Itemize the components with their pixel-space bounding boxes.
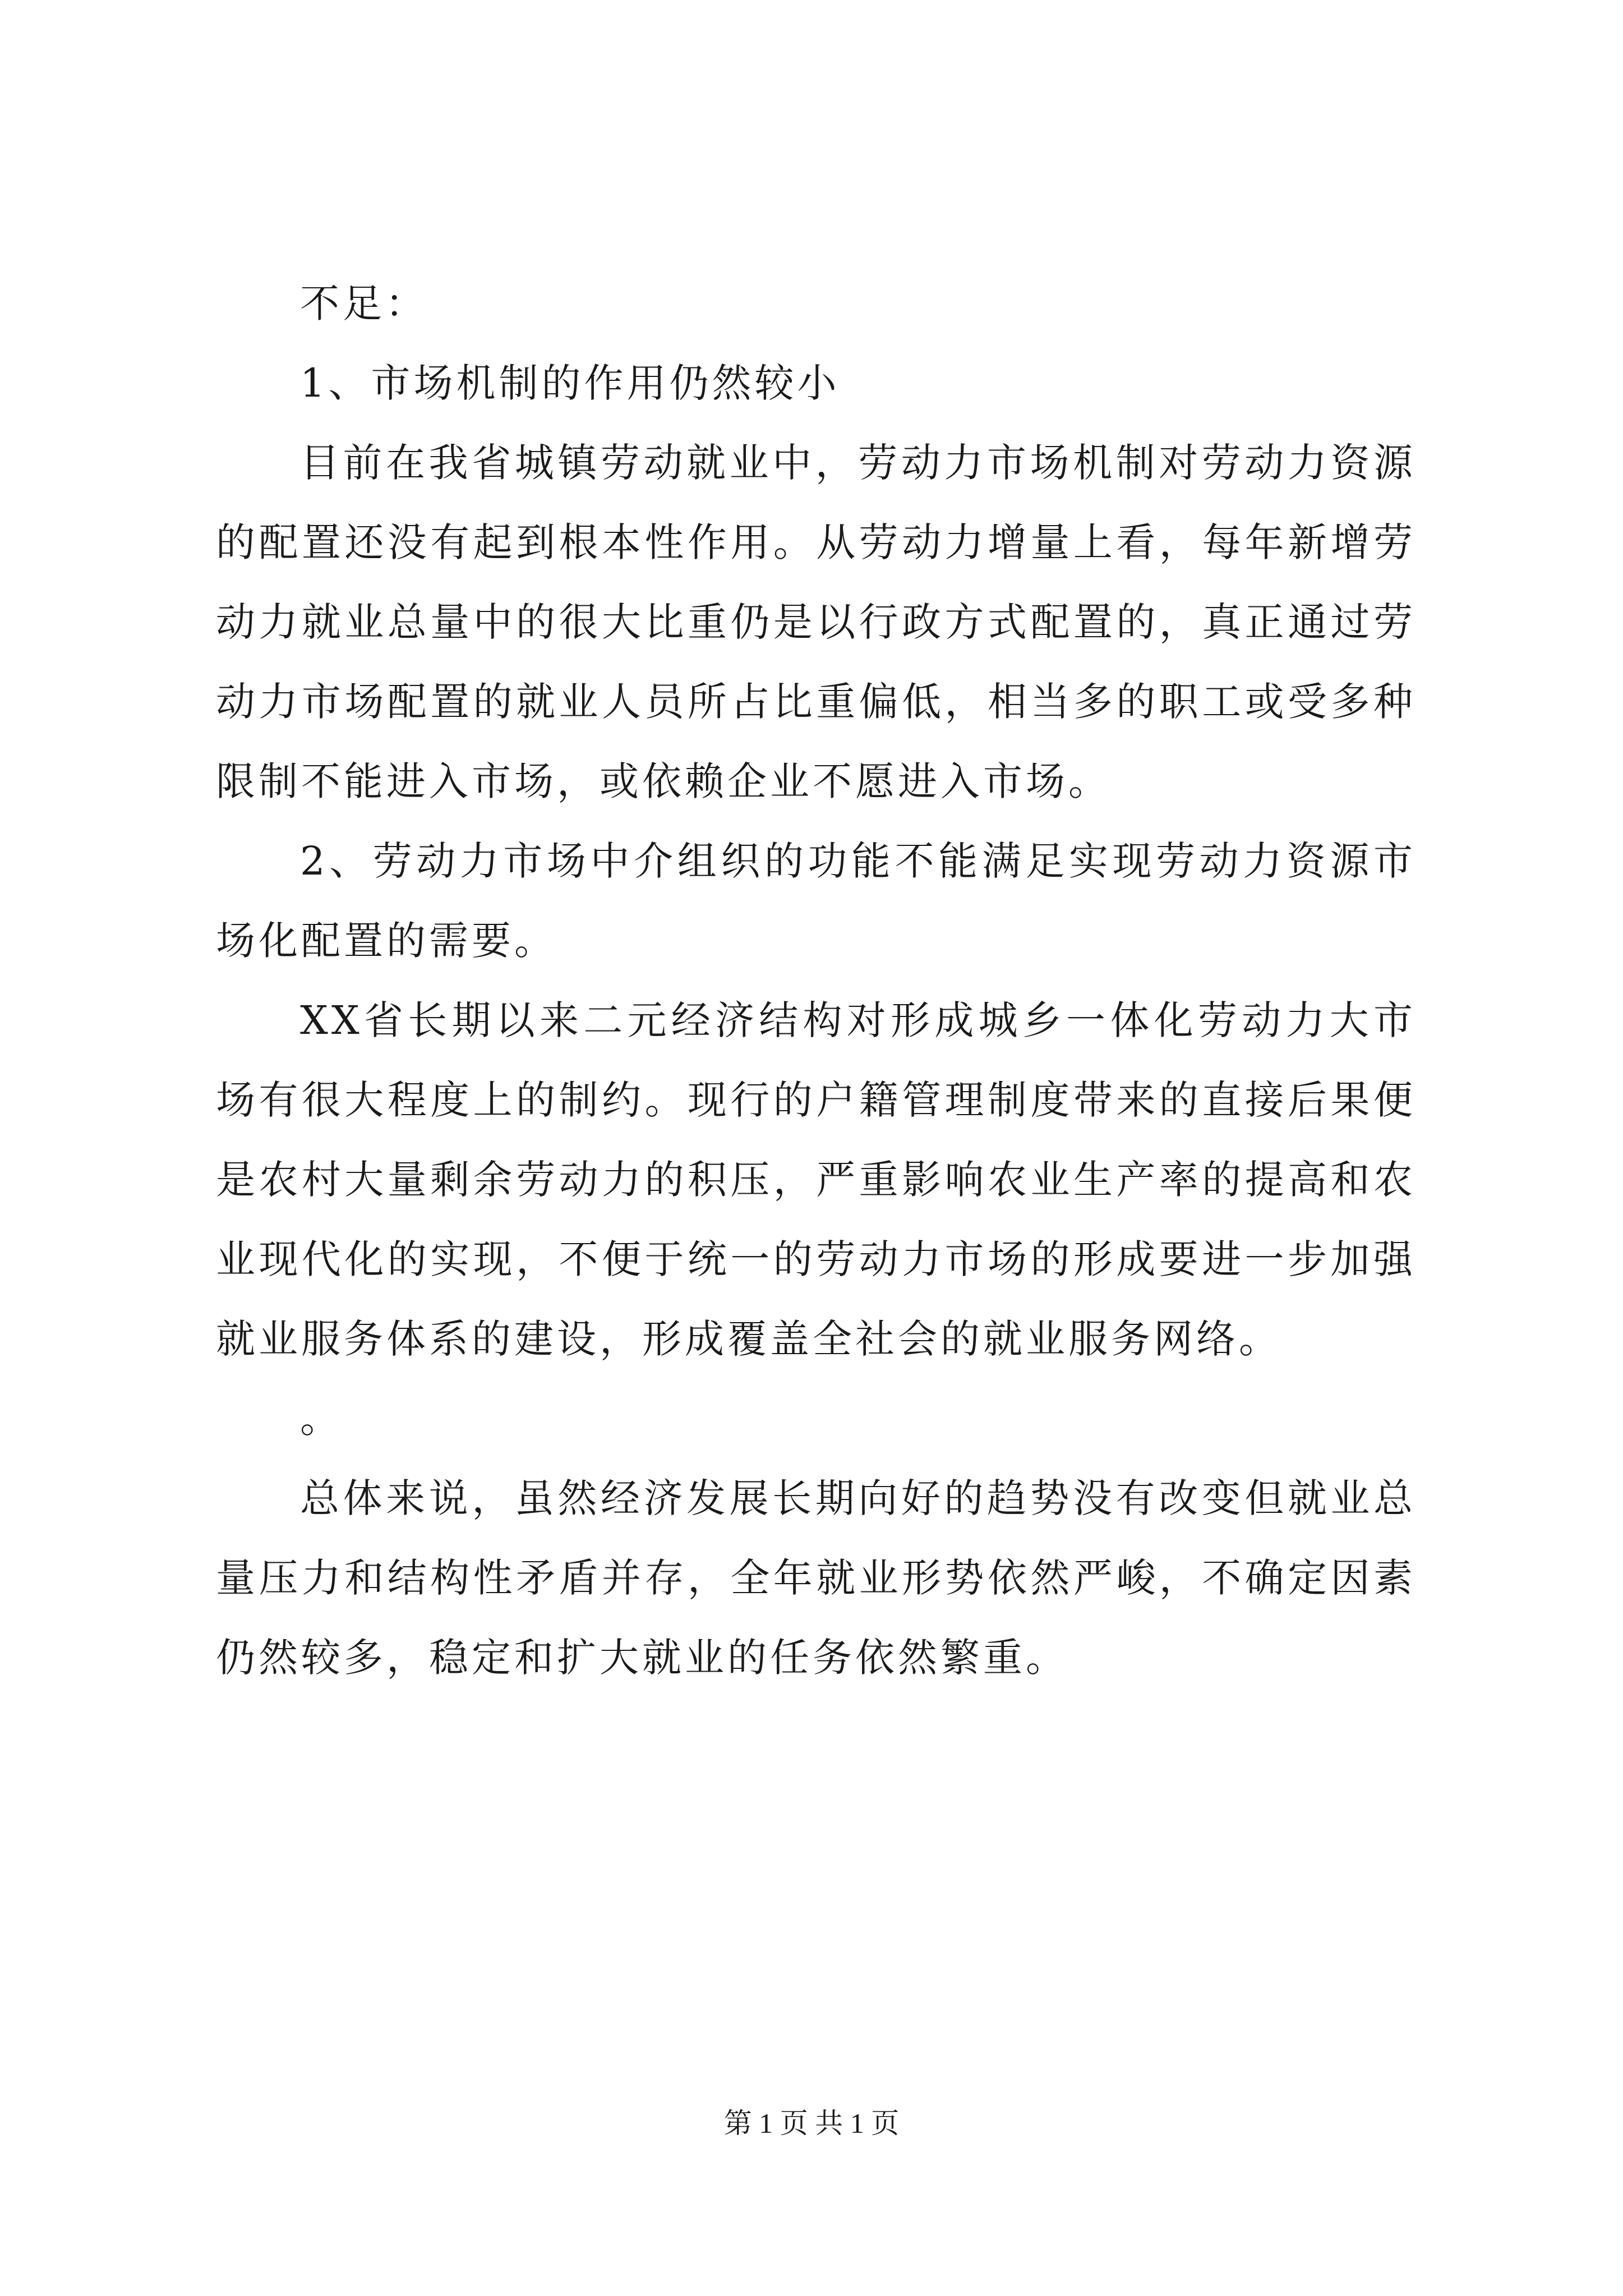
paragraph-point-2-title: 2、劳动力市场中介组织的功能不能满足实现劳动力资源市场化配置的需要。 xyxy=(216,838,1416,964)
document-body xyxy=(216,264,1416,1697)
page-footer xyxy=(0,2106,1623,2140)
paragraph-summary: 总体来说，虽然经济发展长期向好的趋势没有改变但就业总量压力和结构性矛盾并存，全年就业形势依然严峻，不确定因素仍然较多，稳定和扩大就业的任务依然繁重。 xyxy=(216,1475,1416,1681)
paragraph-point-2-body: XX省长期以来二元经济结构对形成城乡一体化劳动力大市场有很大程度上的制约。现行的户籍管理制度带来的直接后果便是农村大量剩余劳动力的积压，严重影响农业生产率的提高和农业现代化的实现，不便于统一的劳动力市场的形成要进一步加强就业服务体系的建设，形成覆盖全社会的就业服务网络。 xyxy=(216,997,1416,1362)
paragraph-point-1-body: 目前在我省城镇劳动就业中，劳动力市场机制对劳动力资源的配置还没有起到根本性作用。从劳动力增量上看，每年新增劳动力就业总量中的很大比重仍是以行政方式配置的，真正通过劳动力市场配置的就业人员所占比重偏低，相当多的职工或受多种限制不能进入市场，或依赖企业不愿进入市场。 xyxy=(216,440,1416,804)
paragraph-stray-period: 。 xyxy=(300,1396,343,1442)
paragraph-heading-shortcomings: 不足： xyxy=(300,280,428,326)
paragraph-point-1-title: 1、市场机制的作用仍然较小 xyxy=(300,360,840,406)
page-number-label: 第 1 页 共 1 页 xyxy=(723,2108,900,2139)
